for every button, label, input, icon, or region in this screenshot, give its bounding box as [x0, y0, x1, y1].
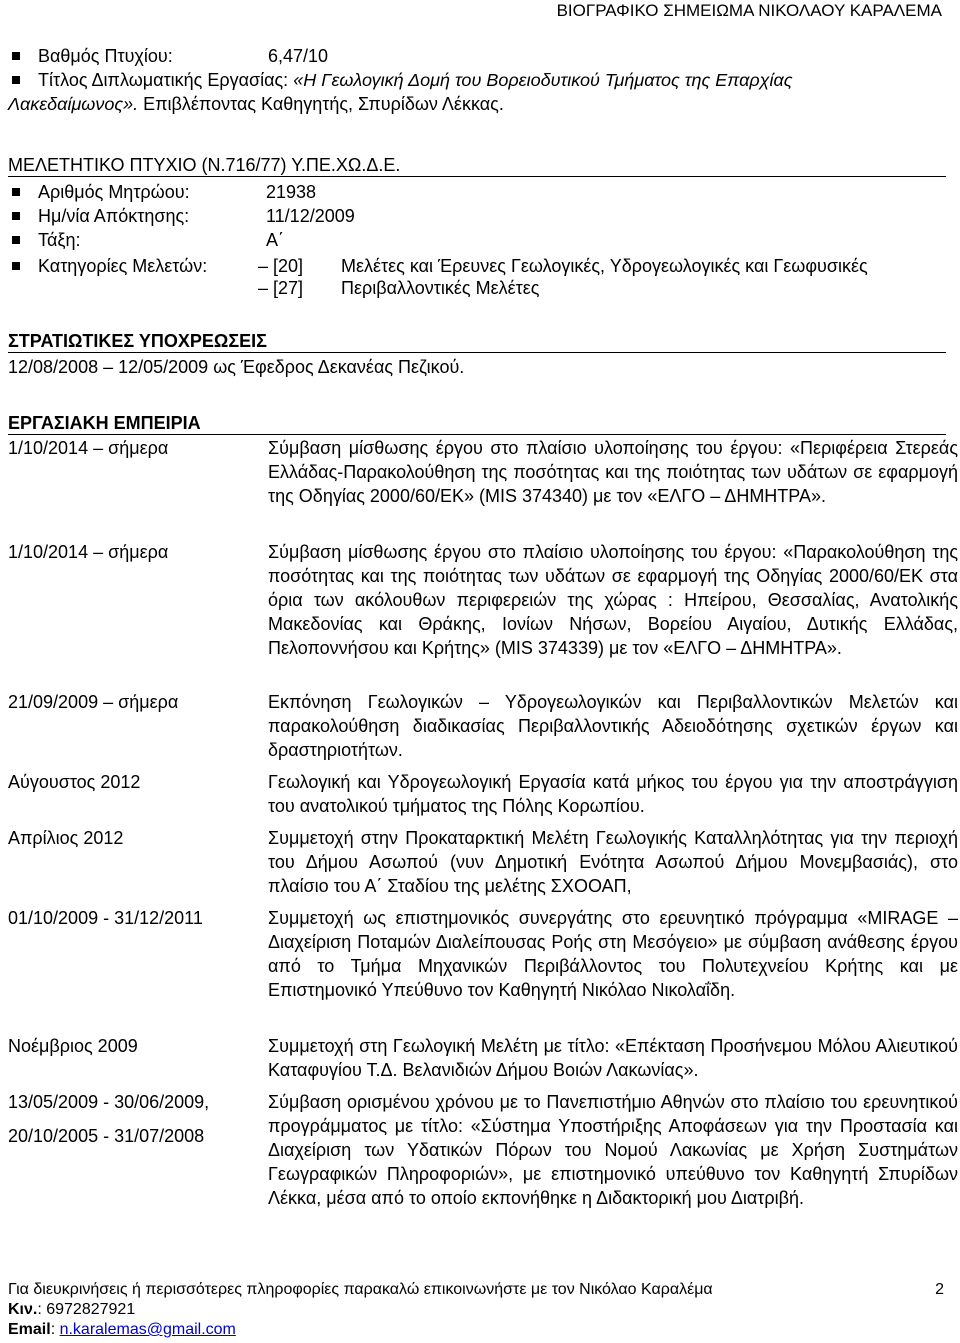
bullet-square-icon	[12, 52, 20, 60]
thesis-label: Τίτλος Διπλωματικής Εργασίας:	[38, 70, 289, 90]
experience-date: 01/10/2009 - 31/12/2011	[8, 908, 203, 928]
category-text: Περιβαλλοντικές Μελέτες	[341, 278, 540, 298]
bullet-square-icon	[12, 262, 20, 270]
experience-desc: Εκπόνηση Γεωλογικών – Υδρογεωλογικών και Περιβαλλοντικών Μελετών και παρακολούθηση διαδικασίας Περιβαλλοντικής Αδειοδότησης σχετικών έργων και δραστηριοτήτων.	[268, 692, 958, 760]
experience-date: 1/10/2014 – σήμερα	[8, 438, 169, 458]
thesis-supervisor: Επιβλέποντας Καθηγητής, Σπυρίδων Λέκκας.	[143, 94, 504, 114]
military-text: 12/08/2008 – 12/05/2009 ως Έφεδρος Δεκανέας Πεζικού.	[8, 357, 465, 377]
category-code: – [20]	[258, 256, 304, 276]
category-code: – [27]	[258, 278, 304, 298]
experience-date: 13/05/2009 - 30/06/2009,	[8, 1092, 210, 1112]
registry-item	[8, 228, 948, 252]
email-separator: :	[50, 1321, 60, 1338]
experience-date: Απρίλιος 2012	[8, 828, 124, 848]
experience-desc: Σύμβαση μίσθωσης έργου στο πλαίσιο υλοποίησης του έργου: «Περιφέρεια Στερεάς Ελλάδας-Παρακολούθηση της ποσότητας και της ποιότητας των υδάτων σε εφαρμογή της Οδηγίας 2000/60/ΕΚ» (MIS 374340) με τον «ΕΛΓΟ – ΔΗΜΗΤΡΑ».	[268, 438, 958, 506]
experience-desc: Συμμετοχή στην Προκαταρκτική Μελέτη Γεωλογικής Καταλληλότητας για την περιοχή του Δήμου Ασωπού (νυν Δημοτική Ενότητα Ασωπού Δήμου Μονεμβασιάς), στο πλαίσιο του Α΄ Σταδίου της μελέτης ΣΧΟΟΑΠ,	[268, 828, 958, 896]
experience-desc: Γεωλογική και Υδρογεωλογική Εργασία κατά μήκος του έργου για την αποστράγγιση του ανατολικού τμήματος της Πόλης Κορωπίου.	[268, 772, 958, 816]
bullet-square-icon	[12, 188, 20, 196]
bullet-square-icon	[12, 76, 20, 84]
grade-label: Βαθμός Πτυχίου:	[38, 46, 173, 66]
experience-date: 1/10/2014 – σήμερα	[8, 542, 169, 562]
email-link[interactable]: n.karalemas@gmail.com	[59, 1321, 236, 1338]
bullet-square-icon	[12, 212, 20, 220]
study-registry-heading: ΜΕΛΕΤΗΤΙΚΟ ΠΤΥΧΙΟ (Ν.716/77) Υ.ΠΕ.ΧΩ.Δ.Ε.	[8, 154, 946, 177]
registry-item	[8, 204, 948, 228]
experience-date: 21/09/2009 – σήμερα	[8, 692, 179, 712]
bullet-square-icon	[12, 236, 20, 244]
experience-desc: Συμμετοχή ως επιστημονικός συνεργάτης στο ερευνητικό πρόγραμμα «MIRAGE – Διαχείριση Ποταμών Διαλείπουσας Ροής στη Μεσόγειο» με σύμβαση ανάθεσης έργου από το Τμήμα Μηχανικών Περιβάλλοντος του Πολυτεχνείου Κρήτης και με Επιστημονικό Υπεύθυνο τον Καθηγητή Νικόλαο Νικολαΐδη.	[268, 908, 958, 1000]
category-text: Μελέτες και Έρευνες Γεωλογικές, Υδρογεωλογικές και Γεωφυσικές	[341, 256, 868, 276]
experience-desc: Σύμβαση μίσθωσης έργου στο πλαίσιο υλοποίησης του έργου: «Παρακολούθηση της ποσότητας και της ποιότητας των υδάτων σε εφαρμογή της Οδηγίας 2000/60/ΕΚ στα όρια των ακόλουθων περιφερειών της χώρας : Ηπείρου, Θεσσαλίας, Ανατολικής Μακεδονίας και Θράκης, Ιονίων Νήσων, Βορείου Αιγαίου, Δυτικής Ελλάδας, Πελοποννήσου και Κρήτης» (MIS 374339) με τον «ΕΛΓΟ – ΔΗΜΗΤΡΑ».	[268, 542, 958, 658]
registry-item-label: Τάξη:	[38, 230, 81, 250]
footer-email	[8, 1320, 952, 1340]
education-bullets	[8, 44, 948, 116]
phone-value: : 6972827921	[37, 1301, 136, 1318]
grade-row	[8, 44, 948, 68]
page-number: 2	[935, 1281, 944, 1298]
registry-item	[8, 180, 948, 204]
registry-item-value: 21938	[266, 182, 317, 202]
thesis-title-line1: «Η Γεωλογική Δομή του Βορειοδυτικού Τμήματος της Επαρχίας	[293, 70, 793, 90]
thesis-title-line2: Λακεδαίμωνος».	[8, 94, 139, 114]
military-heading: ΣΤΡΑΤΙΩΤΙΚΕΣ ΥΠΟΧΡΕΩΣΕΙΣ	[8, 330, 946, 353]
experience-date-second: 20/10/2005 - 31/07/2008	[8, 1126, 205, 1146]
phone-label: Κιν.	[8, 1301, 38, 1318]
registry-item-value: Α΄	[266, 230, 284, 250]
email-label: Email	[8, 1321, 51, 1338]
experience-date: Νοέμβριος 2009	[8, 1036, 138, 1056]
experience-desc: Συμμετοχή στη Γεωλογική Μελέτη με τίτλο: «Επέκταση Προσήνεμου Μόλου Αλιευτικού Καταφυγίου Τ.Δ. Βελανιδιών Δήμου Βοιών Λακωνίας».	[268, 1036, 958, 1080]
footer-contact-line: Για διευκρινήσεις ή περισσότερες πληροφορίες παρακαλώ επικοινωνήστε με τον Νικόλαο Καραλέμα	[8, 1281, 713, 1298]
experience-heading: ΕΡΓΑΣΙΑΚΗ ΕΜΠΕΙΡΙΑ	[8, 412, 946, 435]
registry-item-label: Αριθμός Μητρώου:	[38, 182, 190, 202]
page-footer	[8, 1280, 952, 1340]
registry-item-label: Ημ/νία Απόκτησης:	[38, 206, 190, 226]
grade-value: 6,47/10	[268, 46, 329, 66]
experience-date: Αύγουστος 2012	[8, 772, 141, 792]
registry-item-value: 11/12/2009	[266, 206, 355, 226]
footer-phone	[8, 1300, 952, 1320]
thesis-row	[8, 68, 948, 92]
page-header-title: ΒΙΟΓΡΑΦΙΚΟ ΣΗΜΕΙΩΜΑ ΝΙΚΟΛΑΟΥ ΚΑΡΑΛΕΜΑ	[556, 1, 942, 20]
thesis-row-cont	[8, 92, 948, 116]
categories-label: Κατηγορίες Μελετών:	[38, 256, 208, 276]
experience-desc: Σύμβαση ορισμένου χρόνου με το Πανεπιστήμιο Αθηνών στο πλαίσιο του ερευνητικού προγράμματος με τίτλο: «Σύστημα Υποστήριξης Αποφάσεων για την Προστασία και Διαχείριση των Υδατικών Πόρων του Νομού Λακωνίας με Χρήση Συστημάτων Γεωγραφικών Πληροφοριών», με επιστημονικό υπεύθυνο τον Καθηγητή Σπυρίδων Λέκκα, μέσα από το οποίο εκπονήθηκε η Διδακτορική μου Διατριβή.	[268, 1092, 958, 1208]
